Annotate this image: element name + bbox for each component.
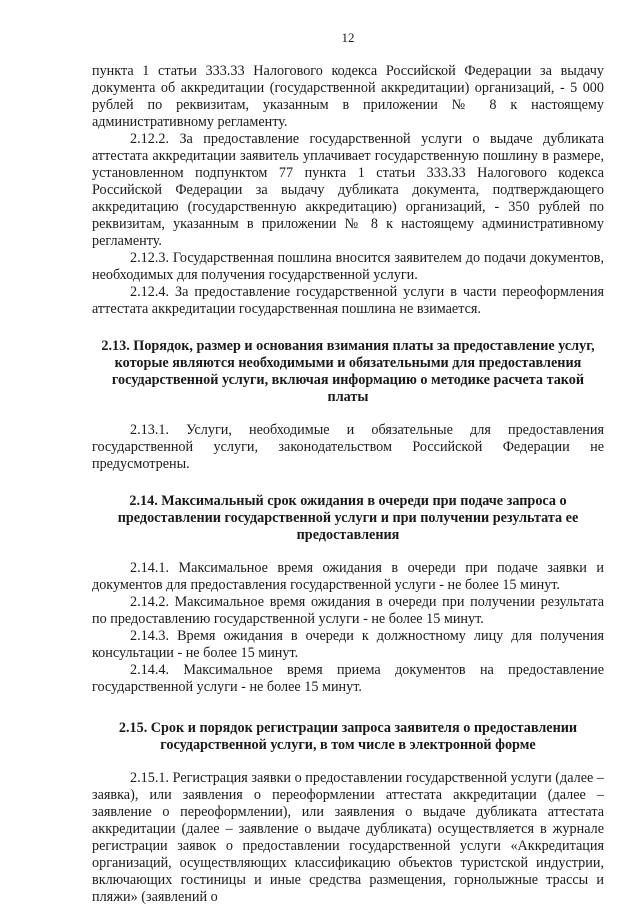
paragraph-2-14-3: 2.14.3. Время ожидания в очереди к должностному лицу для получения консультации - не более 15 минут. — [92, 628, 604, 661]
paragraph-2-14-2: 2.14.2. Максимальное время ожидания в очереди при получении результата по предоставлению государственной услуги - не более 15 минут. — [92, 594, 604, 627]
section-heading-2-13: 2.13. Порядок, размер и основания взимания платы за предоставление услуг, которые являются необходимыми и обязательными для предоставления государственной услуги, включая информацию о методике расчета такой платы — [101, 338, 595, 405]
paragraph-2-13-1: 2.13.1. Услуги, необходимые и обязательные для предоставления государственной услуги, законодательством Российской Федерации не предусмотрены. — [92, 422, 604, 472]
section-heading-2-15: 2.15. Срок и порядок регистрации запроса заявителя о предоставлении государственной услуги, в том числе в электронной форме — [118, 720, 578, 753]
paragraph-2-12-2: 2.12.2. За предоставление государственной услуги о выдаче дубликата аттестата аккредитации заявитель уплачивает государственную пошлину в размере, установленном подпунктом 77 пункта 1 статьи 333.33 Налогового кодекса Российской Федерации за выдачу дубликата документа, подтверждающего аккредитацию (государственную аккредитацию) организаций, - 350 рублей по реквизитам, указанным в приложении № 8 к настоящему административному регламенту. — [92, 131, 604, 249]
paragraph-2-14-4: 2.14.4. Максимальное время приема документов на предоставление государственной услуги - не более 15 минут. — [92, 662, 604, 695]
paragraph-2-12-3: 2.12.3. Государственная пошлина вносится заявителем до подачи документов, необходимых для получения государственной услуги. — [92, 250, 604, 283]
document-page — [92, 30, 604, 906]
paragraph-2-15-1: 2.15.1. Регистрация заявки о предоставлении государственной услуги (далее – заявка), или заявления о переоформлении аттестата аккредитации (далее – заявление о переоформлении), или заявления о выдаче дубликата аттестата аккредитации (далее – заявление о выдаче дубликата) осуществляется в журнале регистрации заявок о предоставлении государственной услуги «Аккредитация организаций, осуществляющих классификацию объектов туристской индустрии, включающих гостиницы и иные средства размещения, горнолыжные трассы и пляжи» (заявлений о — [92, 770, 604, 905]
section-heading-2-14: 2.14. Максимальный срок ожидания в очереди при подаче запроса о предоставлении государственной услуги и при получении результата ее предоставления — [117, 493, 579, 543]
paragraph-2-12-4: 2.12.4. За предоставление государственной услуги в части переоформления аттестата аккредитации государственная пошлина не взимается. — [92, 284, 604, 317]
paragraph-2-14-1: 2.14.1. Максимальное время ожидания в очереди при подаче заявки и документов для предоставления государственной услуги - не более 15 минут. — [92, 560, 604, 593]
page-number: 12 — [341, 30, 355, 45]
paragraph-continuation: пункта 1 статьи 333.33 Налогового кодекса Российской Федерации за выдачу документа об аккредитации (государственной аккредитации) организаций, - 5 000 рублей по реквизитам, указанным в приложении № 8 к настоящему административному регламенту. — [92, 63, 604, 130]
